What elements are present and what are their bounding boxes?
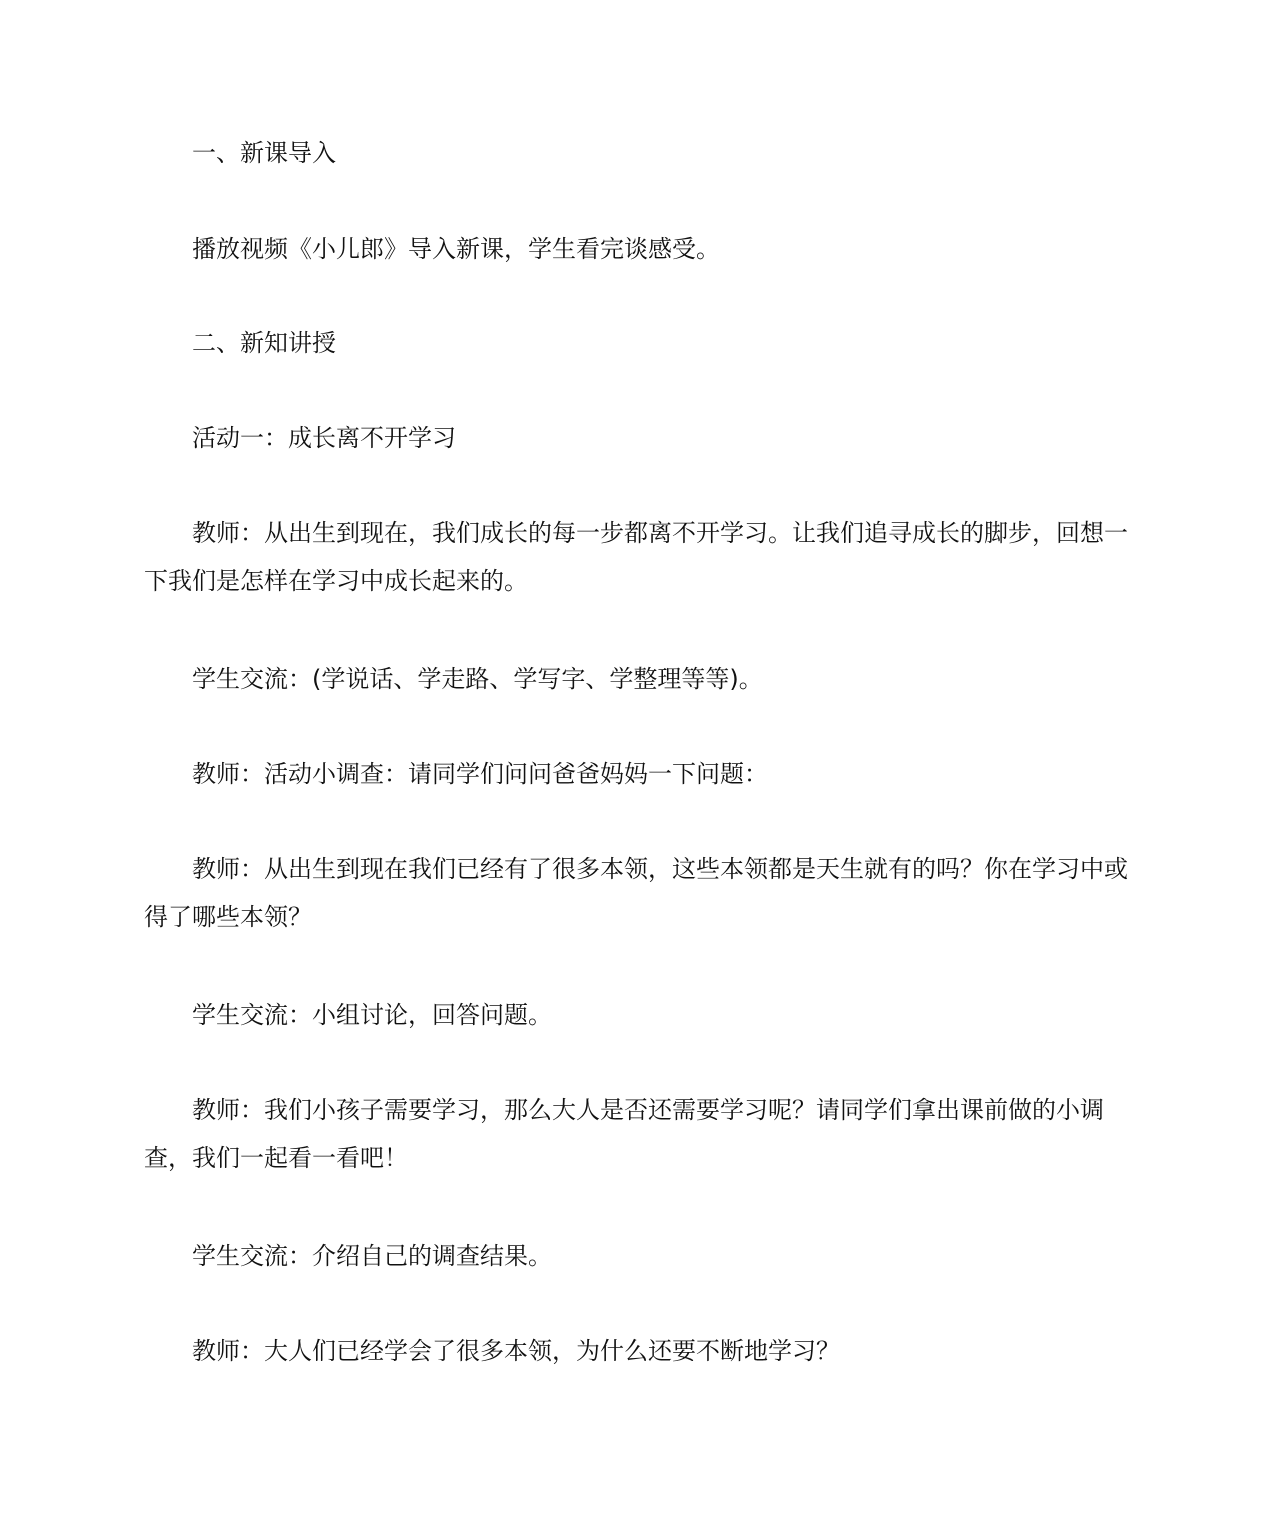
paragraph-teacher-adults: 教师：我们小孩子需要学习，那么大人是否还需要学习呢？请同学们拿出课前做的小调查，我们一起看一看吧！ bbox=[144, 1096, 1104, 1172]
paragraph-teacher-skills: 教师：从出生到现在我们已经有了很多本领，这些本领都是天生就有的吗？你在学习中或得了哪些本领？ bbox=[144, 855, 1128, 931]
paragraph-teacher-survey: 教师：活动小调查：请同学们问问爸爸妈妈一下问题： bbox=[192, 760, 768, 788]
paragraph-teacher-growth: 教师：从出生到现在，我们成长的每一步都离不开学习。让我们追寻成长的脚步，回想一下我们是怎样在学习中成长起来的。 bbox=[144, 519, 1128, 595]
paragraph-student-exchange-2: 学生交流：小组讨论，回答问题。 bbox=[192, 1001, 552, 1029]
section-heading-new-knowledge: 二、新知讲授 bbox=[192, 329, 336, 357]
paragraph-teacher-why-learn: 教师：大人们已经学会了很多本领，为什么还要不断地学习？ bbox=[192, 1337, 840, 1365]
paragraph-student-exchange-3: 学生交流：介绍自己的调查结果。 bbox=[192, 1242, 552, 1270]
activity-heading: 活动一：成长离不开学习 bbox=[192, 424, 456, 452]
paragraph-student-exchange-1: 学生交流：(学说话、学走路、学写字、学整理等等)。 bbox=[192, 665, 763, 693]
paragraph-intro-video: 播放视频《小儿郎》导入新课，学生看完谈感受。 bbox=[192, 235, 720, 263]
section-heading-intro: 一、新课导入 bbox=[192, 139, 336, 167]
